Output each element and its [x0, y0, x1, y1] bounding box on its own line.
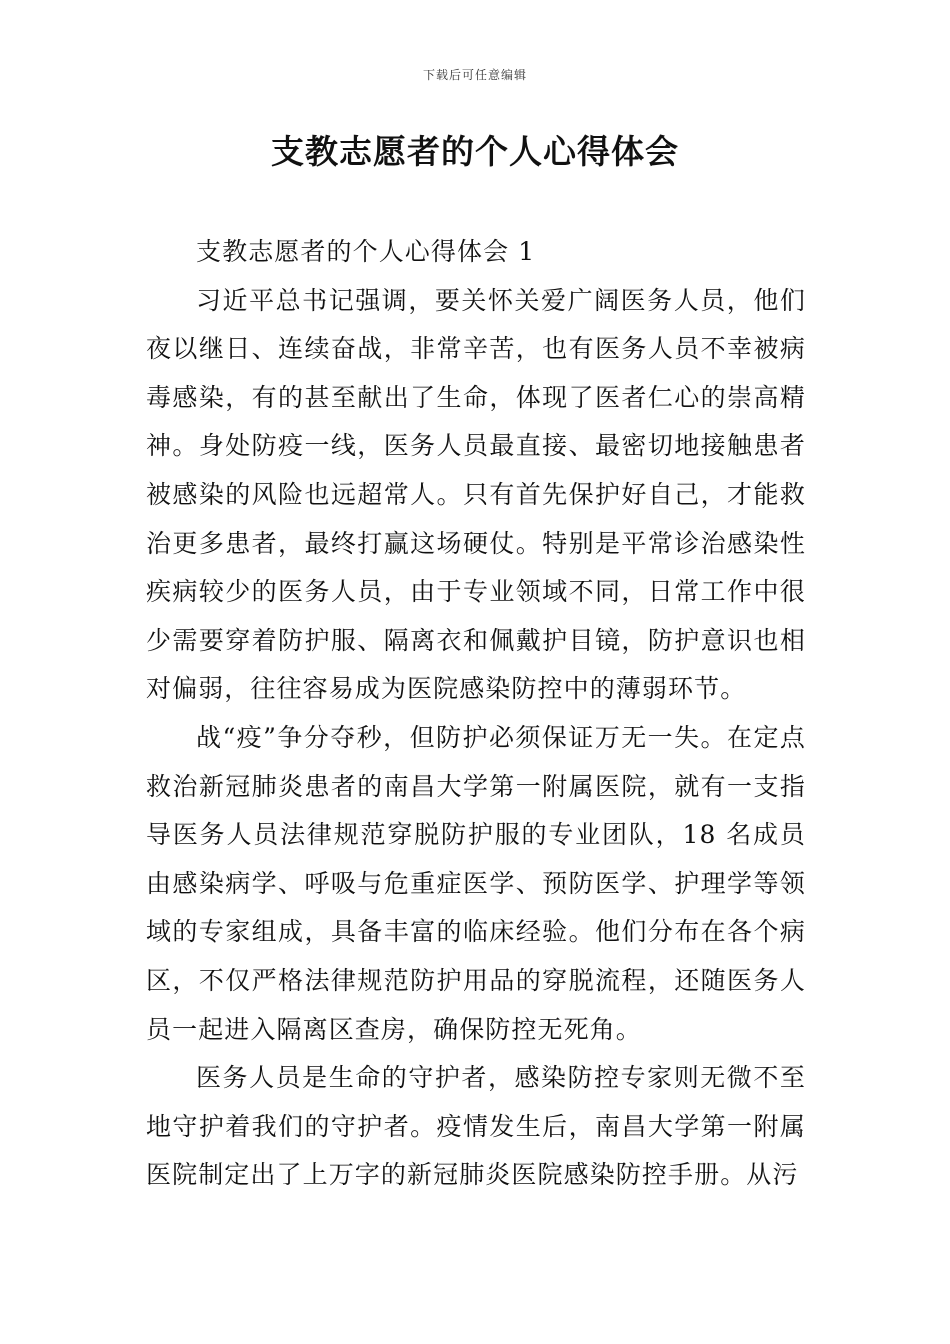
document-title: 支教志愿者的个人心得体会	[271, 132, 679, 171]
document-body	[146, 228, 806, 1200]
header-note: 下载后可任意编辑	[422, 68, 527, 82]
paragraph: 战“疫”争分夺秒，但防护必须保证万无一失。在定点救治新冠肺炎患者的南昌大学第一附属医院，就有一支指导医务人员法律规范穿脱防护服的专业团队，18 名成员由感染病学、呼吸与危重症医学、预防医学、护理学等领域的专家组成，具备丰富的临床经验。他们分布在各个病区，不仅严格法律规范防护用品的穿脱流程，还随医务人员一起进入隔离区查房，确保防控无死角。	[146, 722, 806, 1044]
paragraph: 习近平总书记强调，要关怀关爱广阔医务人员，他们夜以继日、连续奋战，非常辛苦，也有医务人员不幸被病毒感染，有的甚至献出了生命，体现了医者仁心的崇高精神。身处防疫一线，医务人员最直接、最密切地接触患者被感染的风险也远超常人。只有首先保护好自己，才能救治更多患者，最终打赢这场硬仗。特别是平常诊治感染性疾病较少的医务人员，由于专业领域不同，日常工作中很少需要穿着防护服、隔离衣和佩戴护目镜，防护意识也相对偏弱，往往容易成为医院感染防控中的薄弱环节。	[146, 285, 806, 704]
section-heading: 支教志愿者的个人心得体会 1	[196, 237, 536, 266]
paragraph: 医务人员是生命的守护者，感染防控专家则无微不至地守护着我们的守护者。疫情发生后，南昌大学第一附属医院制定出了上万字的新冠肺炎医院感染防控手册。从污	[146, 1063, 806, 1190]
